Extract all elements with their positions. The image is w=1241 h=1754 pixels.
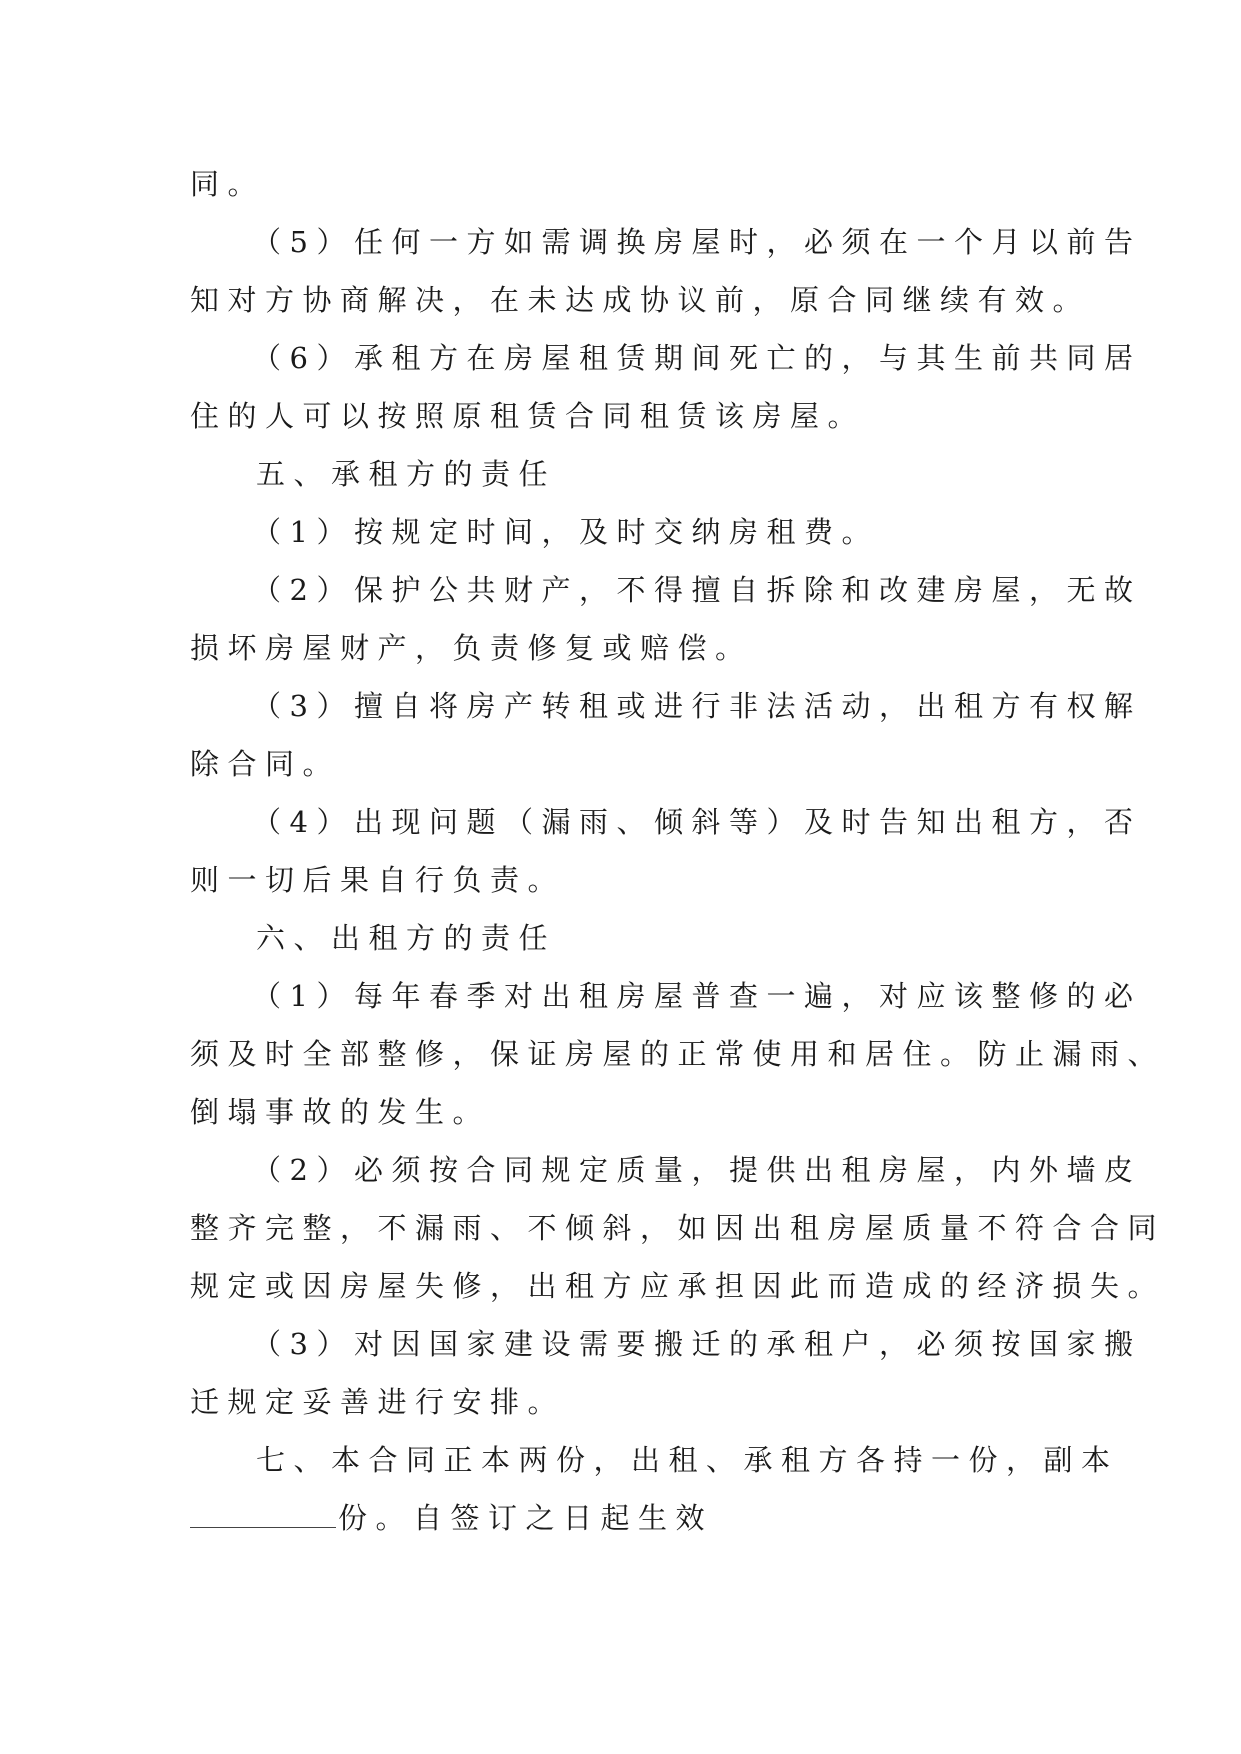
copies-text: 份。自签订之日起生效 bbox=[338, 1501, 714, 1535]
clause-item-2: （2）保护公共财产，不得擅自拆除和改建房屋，无故 bbox=[252, 573, 1142, 607]
clause-item-6: （6）承租方在房屋租赁期间死亡的，与其生前共同居 bbox=[252, 341, 1142, 375]
fill-in-blank bbox=[190, 1503, 336, 1528]
text-line: 迁规定妥善进行安排。 bbox=[190, 1385, 566, 1419]
section-heading-landlord-responsibility: 六、出租方的责任 bbox=[256, 921, 557, 955]
text-line: 规定或因房屋失修，出租方应承担因此而造成的经济损失。 bbox=[190, 1269, 1166, 1303]
clause-item-3: （3）对因国家建设需要搬迁的承租户，必须按国家搬 bbox=[252, 1327, 1142, 1361]
clause-item-3: （3）擅自将房产转租或进行非法活动，出租方有权解 bbox=[252, 689, 1142, 723]
clause-item-1: （1）每年春季对出租房屋普查一遍，对应该整修的必 bbox=[252, 979, 1142, 1013]
text-line: 除合同。 bbox=[190, 747, 341, 781]
text-line: 同。 bbox=[190, 167, 266, 201]
clause-item-5: （5）任何一方如需调换房屋时，必须在一个月以前告 bbox=[252, 225, 1142, 259]
text-line: 整齐完整，不漏雨、不倾斜，如因出租房屋质量不符合合同 bbox=[190, 1211, 1166, 1245]
text-line: 住的人可以按照原租赁合同租赁该房屋。 bbox=[190, 399, 866, 433]
text-line: 则一切后果自行负责。 bbox=[190, 863, 566, 897]
clause-item-4: （4）出现问题（漏雨、倾斜等）及时告知出租方，否 bbox=[252, 805, 1142, 839]
text-line: 须及时全部整修，保证房屋的正常使用和居住。防止漏雨、 bbox=[190, 1037, 1166, 1071]
contract-body bbox=[190, 155, 1166, 1547]
clause-item-1: （1）按规定时间，及时交纳房租费。 bbox=[252, 515, 879, 549]
text-line bbox=[190, 1489, 1065, 1547]
section-heading-tenant-responsibility: 五、承租方的责任 bbox=[256, 457, 557, 491]
text-line: 知对方协商解决，在未达成协议前，原合同继续有效。 bbox=[190, 283, 1091, 317]
clause-item-2: （2）必须按合同规定质量，提供出租房屋，内外墙皮 bbox=[252, 1153, 1142, 1187]
text-line: 倒塌事故的发生。 bbox=[190, 1095, 491, 1129]
text-line: 损坏房屋财产，负责修复或赔偿。 bbox=[190, 631, 753, 665]
section-heading-copies: 七、本合同正本两份，出租、承租方各持一份，副本 bbox=[256, 1443, 1119, 1477]
